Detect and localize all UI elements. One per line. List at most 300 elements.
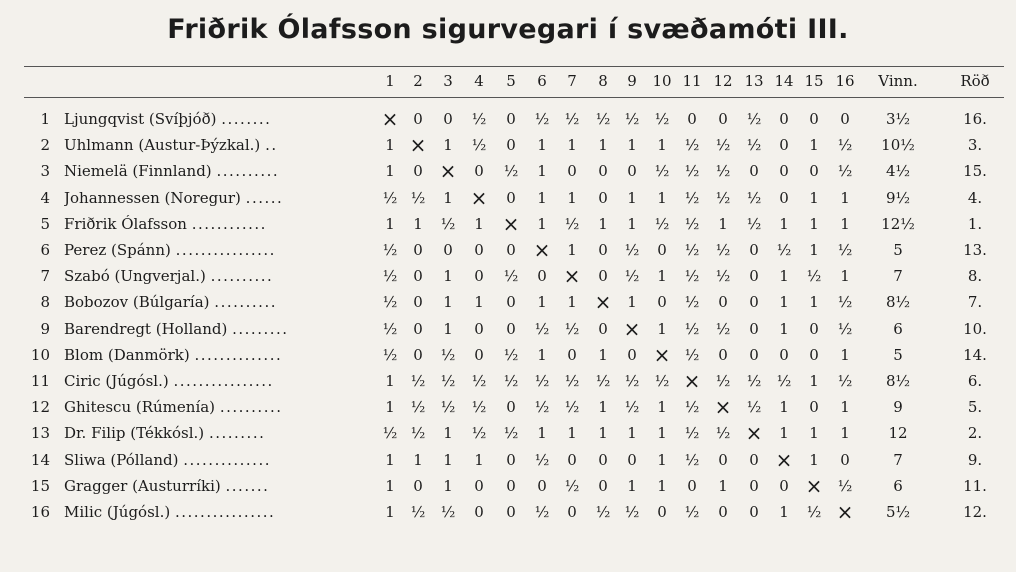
- result-cell: 1: [443, 293, 453, 312]
- result-cell: ½: [746, 398, 762, 417]
- player-number: 7: [40, 267, 50, 286]
- result-cell: 0: [413, 345, 423, 364]
- player-number: 3: [40, 162, 50, 181]
- result-cell: ½: [382, 267, 398, 286]
- player-name: Milic (Júgósl.): [64, 503, 171, 521]
- result-cell: 0: [749, 476, 759, 495]
- result-cell: 1: [809, 241, 819, 259]
- player-name-cell: [64, 289, 364, 315]
- result-cell: ½: [684, 188, 700, 207]
- result-cell: 1: [657, 319, 667, 338]
- result-cell: ½: [684, 319, 700, 338]
- dot-leader: ................: [174, 503, 276, 521]
- player-name: Dr. Filip (Tékkósl.): [64, 424, 205, 443]
- result-cell: 0: [749, 241, 759, 259]
- result-cell: 0: [506, 188, 516, 207]
- result-cell: 0: [598, 476, 608, 495]
- points-cell: 5: [893, 241, 903, 259]
- player-name-cell: [64, 499, 364, 525]
- result-cell: 0: [598, 162, 608, 181]
- points-cell: 9: [893, 398, 903, 417]
- result-cell: 1: [443, 450, 453, 469]
- result-cell: 0: [779, 188, 789, 207]
- result-cell: 0: [627, 162, 637, 181]
- result-cell: 0: [598, 241, 608, 259]
- result-cell: 1: [718, 476, 728, 495]
- points-cell: 12: [888, 424, 908, 443]
- result-cell: ½: [776, 372, 792, 390]
- result-cell: 1: [385, 136, 395, 155]
- table-row: [0, 499, 1016, 525]
- player-number: 8: [40, 293, 50, 312]
- result-cell: 1: [443, 319, 453, 338]
- result-cell: 0: [749, 293, 759, 312]
- dot-leader: ..............: [183, 450, 271, 469]
- result-cell: 0: [506, 476, 516, 495]
- result-cell: 0: [718, 293, 728, 312]
- result-cell: ½: [715, 372, 731, 390]
- result-cell: 0: [779, 345, 789, 364]
- result-cell: 1: [840, 345, 850, 364]
- result-cell: 1: [779, 214, 789, 233]
- points-cell: 7: [893, 267, 903, 286]
- result-cell: ½: [410, 188, 426, 207]
- result-cell: 0: [474, 267, 484, 286]
- points-cell: 3½: [885, 110, 911, 128]
- rank-cell: 8.: [967, 267, 983, 286]
- dot-leader: ..........: [210, 267, 274, 286]
- points-cell: 8½: [885, 372, 911, 390]
- result-cell: 0: [443, 110, 453, 128]
- result-cell: ½: [382, 319, 398, 338]
- rank-cell: 4.: [967, 188, 983, 207]
- result-cell: ½: [837, 319, 853, 338]
- result-cell: 0: [627, 345, 637, 364]
- result-cell: ½: [624, 398, 640, 417]
- result-cell: 1: [537, 293, 547, 312]
- rank-header: Röð: [960, 72, 990, 90]
- player-number: 4: [40, 188, 50, 207]
- result-cell: ×: [381, 107, 399, 131]
- result-cell: 1: [809, 424, 819, 443]
- points-cell: 5: [893, 345, 903, 364]
- result-cell: 1: [809, 450, 819, 469]
- result-cell: 1: [657, 450, 667, 469]
- player-name-cell: [64, 342, 364, 368]
- result-cell: ½: [684, 450, 700, 469]
- result-cell: ½: [534, 110, 550, 128]
- points-cell: 4½: [885, 162, 911, 181]
- result-cell: ½: [684, 267, 700, 286]
- result-cell: ½: [746, 110, 762, 128]
- result-cell: 0: [687, 110, 697, 128]
- result-cell: 1: [840, 267, 850, 286]
- result-cell: ½: [684, 424, 700, 443]
- result-cell: 0: [779, 476, 789, 495]
- column-header: 2: [413, 72, 423, 90]
- result-cell: 0: [537, 476, 547, 495]
- player-name: Szabó (Ungverjal.): [64, 267, 206, 286]
- result-cell: ½: [684, 503, 700, 521]
- player-name-cell: [64, 185, 364, 211]
- result-cell: ½: [684, 345, 700, 364]
- result-cell: ½: [684, 293, 700, 312]
- result-cell: ½: [382, 188, 398, 207]
- result-cell: ½: [382, 345, 398, 364]
- dot-leader: .......: [225, 476, 270, 495]
- result-cell: ×: [745, 421, 763, 446]
- result-cell: ½: [715, 241, 731, 259]
- player-name: Ciric (Júgósl.): [64, 372, 169, 390]
- result-cell: 1: [779, 319, 789, 338]
- rank-cell: 14.: [963, 345, 987, 364]
- result-cell: ×: [775, 447, 793, 472]
- player-name: Niemelä (Finnland): [64, 162, 212, 181]
- result-cell: 0: [749, 503, 759, 521]
- player-number: 2: [40, 136, 50, 155]
- result-cell: ×: [653, 342, 671, 367]
- result-cell: 0: [627, 450, 637, 469]
- result-cell: 0: [657, 503, 667, 521]
- dot-leader: ..........: [214, 293, 277, 312]
- result-cell: 0: [687, 476, 697, 495]
- player-name: Gragger (Austurríki): [64, 476, 221, 495]
- result-cell: ½: [382, 424, 398, 443]
- result-cell: ½: [440, 345, 456, 364]
- result-cell: ×: [470, 185, 488, 210]
- result-cell: 0: [718, 450, 728, 469]
- result-cell: ½: [654, 372, 670, 390]
- dot-leader: ..........: [216, 162, 280, 181]
- column-header: 3: [443, 72, 453, 90]
- table-row: [0, 368, 1016, 394]
- result-cell: 1: [598, 345, 608, 364]
- result-cell: 0: [749, 267, 759, 286]
- result-cell: 1: [598, 214, 608, 233]
- result-cell: 1: [809, 214, 819, 233]
- result-cell: 1: [537, 136, 547, 155]
- result-cell: 1: [779, 267, 789, 286]
- result-cell: 1: [840, 424, 850, 443]
- result-cell: ½: [382, 241, 398, 259]
- table-row: [0, 211, 1016, 237]
- header-row: [0, 68, 1016, 94]
- result-cell: ½: [503, 162, 519, 181]
- result-cell: ½: [684, 162, 700, 181]
- table-row: [0, 394, 1016, 420]
- result-cell: 1: [627, 214, 637, 233]
- column-header: 12: [713, 72, 733, 90]
- column-header: 15: [804, 72, 824, 90]
- result-cell: ½: [746, 188, 762, 207]
- player-name-cell: [64, 211, 364, 237]
- result-cell: ½: [837, 476, 853, 495]
- result-cell: 1: [809, 188, 819, 207]
- result-cell: 0: [779, 110, 789, 128]
- dot-leader: .........: [232, 319, 289, 338]
- player-name-cell: [64, 263, 364, 289]
- dot-leader: ........: [221, 110, 272, 128]
- result-cell: 1: [657, 188, 667, 207]
- result-cell: ½: [382, 293, 398, 312]
- result-cell: 1: [567, 424, 577, 443]
- table-row: [0, 106, 1016, 132]
- result-cell: 0: [657, 293, 667, 312]
- rank-cell: 2.: [967, 424, 983, 443]
- result-cell: ×: [563, 264, 581, 289]
- result-cell: ½: [440, 503, 456, 521]
- points-cell: 6: [893, 319, 903, 338]
- result-cell: 0: [718, 503, 728, 521]
- result-cell: 0: [718, 345, 728, 364]
- result-cell: ½: [471, 372, 487, 390]
- result-cell: 0: [809, 398, 819, 417]
- result-cell: 1: [567, 188, 577, 207]
- result-cell: ½: [564, 110, 580, 128]
- result-cell: 1: [598, 136, 608, 155]
- result-cell: ½: [715, 162, 731, 181]
- result-cell: 0: [413, 319, 423, 338]
- result-cell: 0: [506, 241, 516, 259]
- result-cell: ½: [806, 267, 822, 286]
- dot-leader: ................: [175, 241, 276, 259]
- result-cell: ×: [683, 369, 701, 393]
- result-cell: ½: [624, 267, 640, 286]
- points-header: Vinn.: [878, 72, 918, 90]
- result-cell: 1: [413, 450, 423, 469]
- result-cell: ½: [654, 110, 670, 128]
- result-cell: 1: [598, 424, 608, 443]
- player-name-cell: [64, 237, 364, 263]
- rank-cell: 1.: [967, 214, 983, 233]
- result-cell: 1: [627, 424, 637, 443]
- result-cell: 1: [537, 345, 547, 364]
- result-cell: ½: [410, 424, 426, 443]
- player-name-cell: [64, 106, 364, 132]
- rank-cell: 16.: [963, 110, 987, 128]
- result-cell: 1: [779, 398, 789, 417]
- points-cell: 10½: [881, 136, 915, 155]
- player-name: Uhlmann (Austur-Þýzkal.): [64, 136, 261, 155]
- result-cell: 1: [537, 188, 547, 207]
- result-cell: 1: [627, 188, 637, 207]
- header-rule: [24, 97, 1004, 98]
- result-cell: 1: [443, 188, 453, 207]
- result-cell: ½: [715, 188, 731, 207]
- result-cell: ½: [715, 319, 731, 338]
- player-number: 10: [30, 345, 50, 364]
- dot-leader: .........: [208, 424, 266, 443]
- result-cell: 0: [413, 267, 423, 286]
- result-cell: 1: [779, 293, 789, 312]
- result-cell: 1: [385, 398, 395, 417]
- result-cell: 0: [506, 110, 516, 128]
- table-row: [0, 185, 1016, 211]
- table-row: [0, 447, 1016, 473]
- player-name-cell: [64, 420, 364, 446]
- player-name: Friðrik Ólafsson: [64, 214, 187, 233]
- result-cell: 1: [385, 476, 395, 495]
- result-cell: 0: [749, 345, 759, 364]
- result-cell: 0: [506, 293, 516, 312]
- result-cell: 1: [443, 136, 453, 155]
- result-cell: ½: [534, 450, 550, 469]
- player-name-cell: [64, 447, 364, 473]
- result-cell: ½: [471, 424, 487, 443]
- result-cell: 0: [506, 450, 516, 469]
- result-cell: ½: [410, 398, 426, 417]
- player-number: 12: [30, 398, 50, 417]
- column-header: 7: [567, 72, 577, 90]
- result-cell: 0: [474, 503, 484, 521]
- result-cell: 1: [385, 450, 395, 469]
- result-cell: ½: [624, 372, 640, 390]
- result-cell: ½: [564, 398, 580, 417]
- result-cell: 1: [809, 136, 819, 155]
- result-cell: 1: [537, 162, 547, 181]
- player-number: 16: [30, 503, 50, 521]
- points-cell: 9½: [885, 188, 911, 207]
- result-cell: ½: [534, 503, 550, 521]
- column-header: 4: [474, 72, 484, 90]
- result-cell: 0: [718, 110, 728, 128]
- rank-cell: 9.: [967, 450, 983, 469]
- table-row: [0, 342, 1016, 368]
- result-cell: 0: [567, 345, 577, 364]
- result-cell: ½: [837, 136, 853, 155]
- player-number: 14: [30, 450, 50, 469]
- result-cell: ½: [595, 372, 611, 390]
- result-cell: 0: [474, 345, 484, 364]
- player-number: 1: [40, 110, 50, 128]
- result-cell: ½: [471, 398, 487, 417]
- result-cell: 1: [840, 188, 850, 207]
- result-cell: 1: [809, 293, 819, 312]
- result-cell: 1: [474, 293, 484, 312]
- result-cell: 1: [840, 398, 850, 417]
- result-cell: 0: [598, 267, 608, 286]
- result-cell: ½: [440, 372, 456, 390]
- result-cell: ½: [503, 345, 519, 364]
- result-cell: 0: [598, 188, 608, 207]
- result-cell: ×: [533, 238, 551, 262]
- result-cell: 1: [443, 476, 453, 495]
- result-cell: ½: [746, 136, 762, 155]
- result-cell: ½: [503, 372, 519, 390]
- result-cell: 1: [779, 503, 789, 521]
- column-header: 6: [537, 72, 547, 90]
- player-number: 9: [40, 319, 50, 338]
- result-cell: 1: [567, 293, 577, 312]
- result-cell: ½: [471, 110, 487, 128]
- result-cell: ×: [439, 159, 457, 184]
- result-cell: ½: [624, 110, 640, 128]
- result-cell: 1: [627, 476, 637, 495]
- result-cell: 1: [657, 267, 667, 286]
- result-cell: 0: [413, 241, 423, 259]
- points-cell: 5½: [885, 503, 911, 521]
- result-cell: 1: [385, 372, 395, 390]
- result-cell: 0: [657, 241, 667, 259]
- result-cell: 1: [718, 214, 728, 233]
- points-cell: 8½: [885, 293, 911, 312]
- table-row: [0, 132, 1016, 158]
- result-cell: 1: [809, 372, 819, 390]
- result-cell: ×: [836, 500, 854, 524]
- player-name-cell: [64, 316, 364, 342]
- player-name: Ghitescu (Rúmenía): [64, 398, 216, 417]
- rank-cell: 12.: [963, 503, 987, 521]
- result-cell: ½: [595, 503, 611, 521]
- player-name: Ljungqvist (Svíþjóð): [64, 110, 217, 128]
- result-cell: 1: [385, 162, 395, 181]
- result-cell: ½: [564, 319, 580, 338]
- result-cell: 1: [474, 450, 484, 469]
- rank-cell: 10.: [963, 319, 987, 338]
- result-cell: 0: [779, 162, 789, 181]
- column-header: 10: [652, 72, 672, 90]
- result-cell: 1: [657, 424, 667, 443]
- result-cell: 0: [537, 267, 547, 286]
- column-header: 5: [506, 72, 516, 90]
- result-cell: 0: [840, 110, 850, 128]
- result-cell: 0: [749, 319, 759, 338]
- result-cell: ½: [564, 214, 580, 233]
- rank-cell: 6.: [967, 372, 983, 390]
- player-number: 6: [40, 241, 50, 259]
- result-cell: 1: [567, 136, 577, 155]
- player-number: 11: [30, 372, 50, 390]
- result-cell: 1: [474, 214, 484, 233]
- result-cell: 0: [413, 293, 423, 312]
- result-cell: ½: [684, 136, 700, 155]
- result-cell: 0: [506, 398, 516, 417]
- player-name-cell: [64, 368, 364, 394]
- column-header: 8: [598, 72, 608, 90]
- player-number: 13: [30, 424, 50, 443]
- result-cell: 0: [567, 162, 577, 181]
- player-name: Sliwa (Pólland): [64, 450, 179, 469]
- result-cell: ½: [806, 503, 822, 521]
- column-header: 11: [682, 72, 702, 90]
- result-cell: 0: [779, 136, 789, 155]
- table-row: [0, 263, 1016, 289]
- result-cell: ½: [564, 476, 580, 495]
- result-cell: ×: [623, 316, 641, 341]
- player-name-cell: [64, 132, 364, 158]
- result-cell: 0: [809, 110, 819, 128]
- result-cell: 1: [537, 424, 547, 443]
- result-cell: 1: [840, 214, 850, 233]
- result-cell: 0: [413, 476, 423, 495]
- result-cell: ½: [595, 110, 611, 128]
- result-cell: 1: [443, 424, 453, 443]
- result-cell: ½: [440, 214, 456, 233]
- result-cell: 0: [749, 450, 759, 469]
- result-cell: 0: [809, 319, 819, 338]
- points-cell: 12½: [881, 214, 915, 233]
- result-cell: ½: [776, 241, 792, 259]
- result-cell: ½: [654, 214, 670, 233]
- column-header: 14: [774, 72, 794, 90]
- result-cell: 0: [474, 241, 484, 259]
- result-cell: 0: [598, 450, 608, 469]
- result-cell: ½: [746, 214, 762, 233]
- page-title: Friðrik Ólafsson sigurvegari í svæðamóti III.: [167, 14, 849, 45]
- column-header: 13: [744, 72, 764, 90]
- result-cell: ½: [837, 293, 853, 312]
- result-cell: 1: [413, 214, 423, 233]
